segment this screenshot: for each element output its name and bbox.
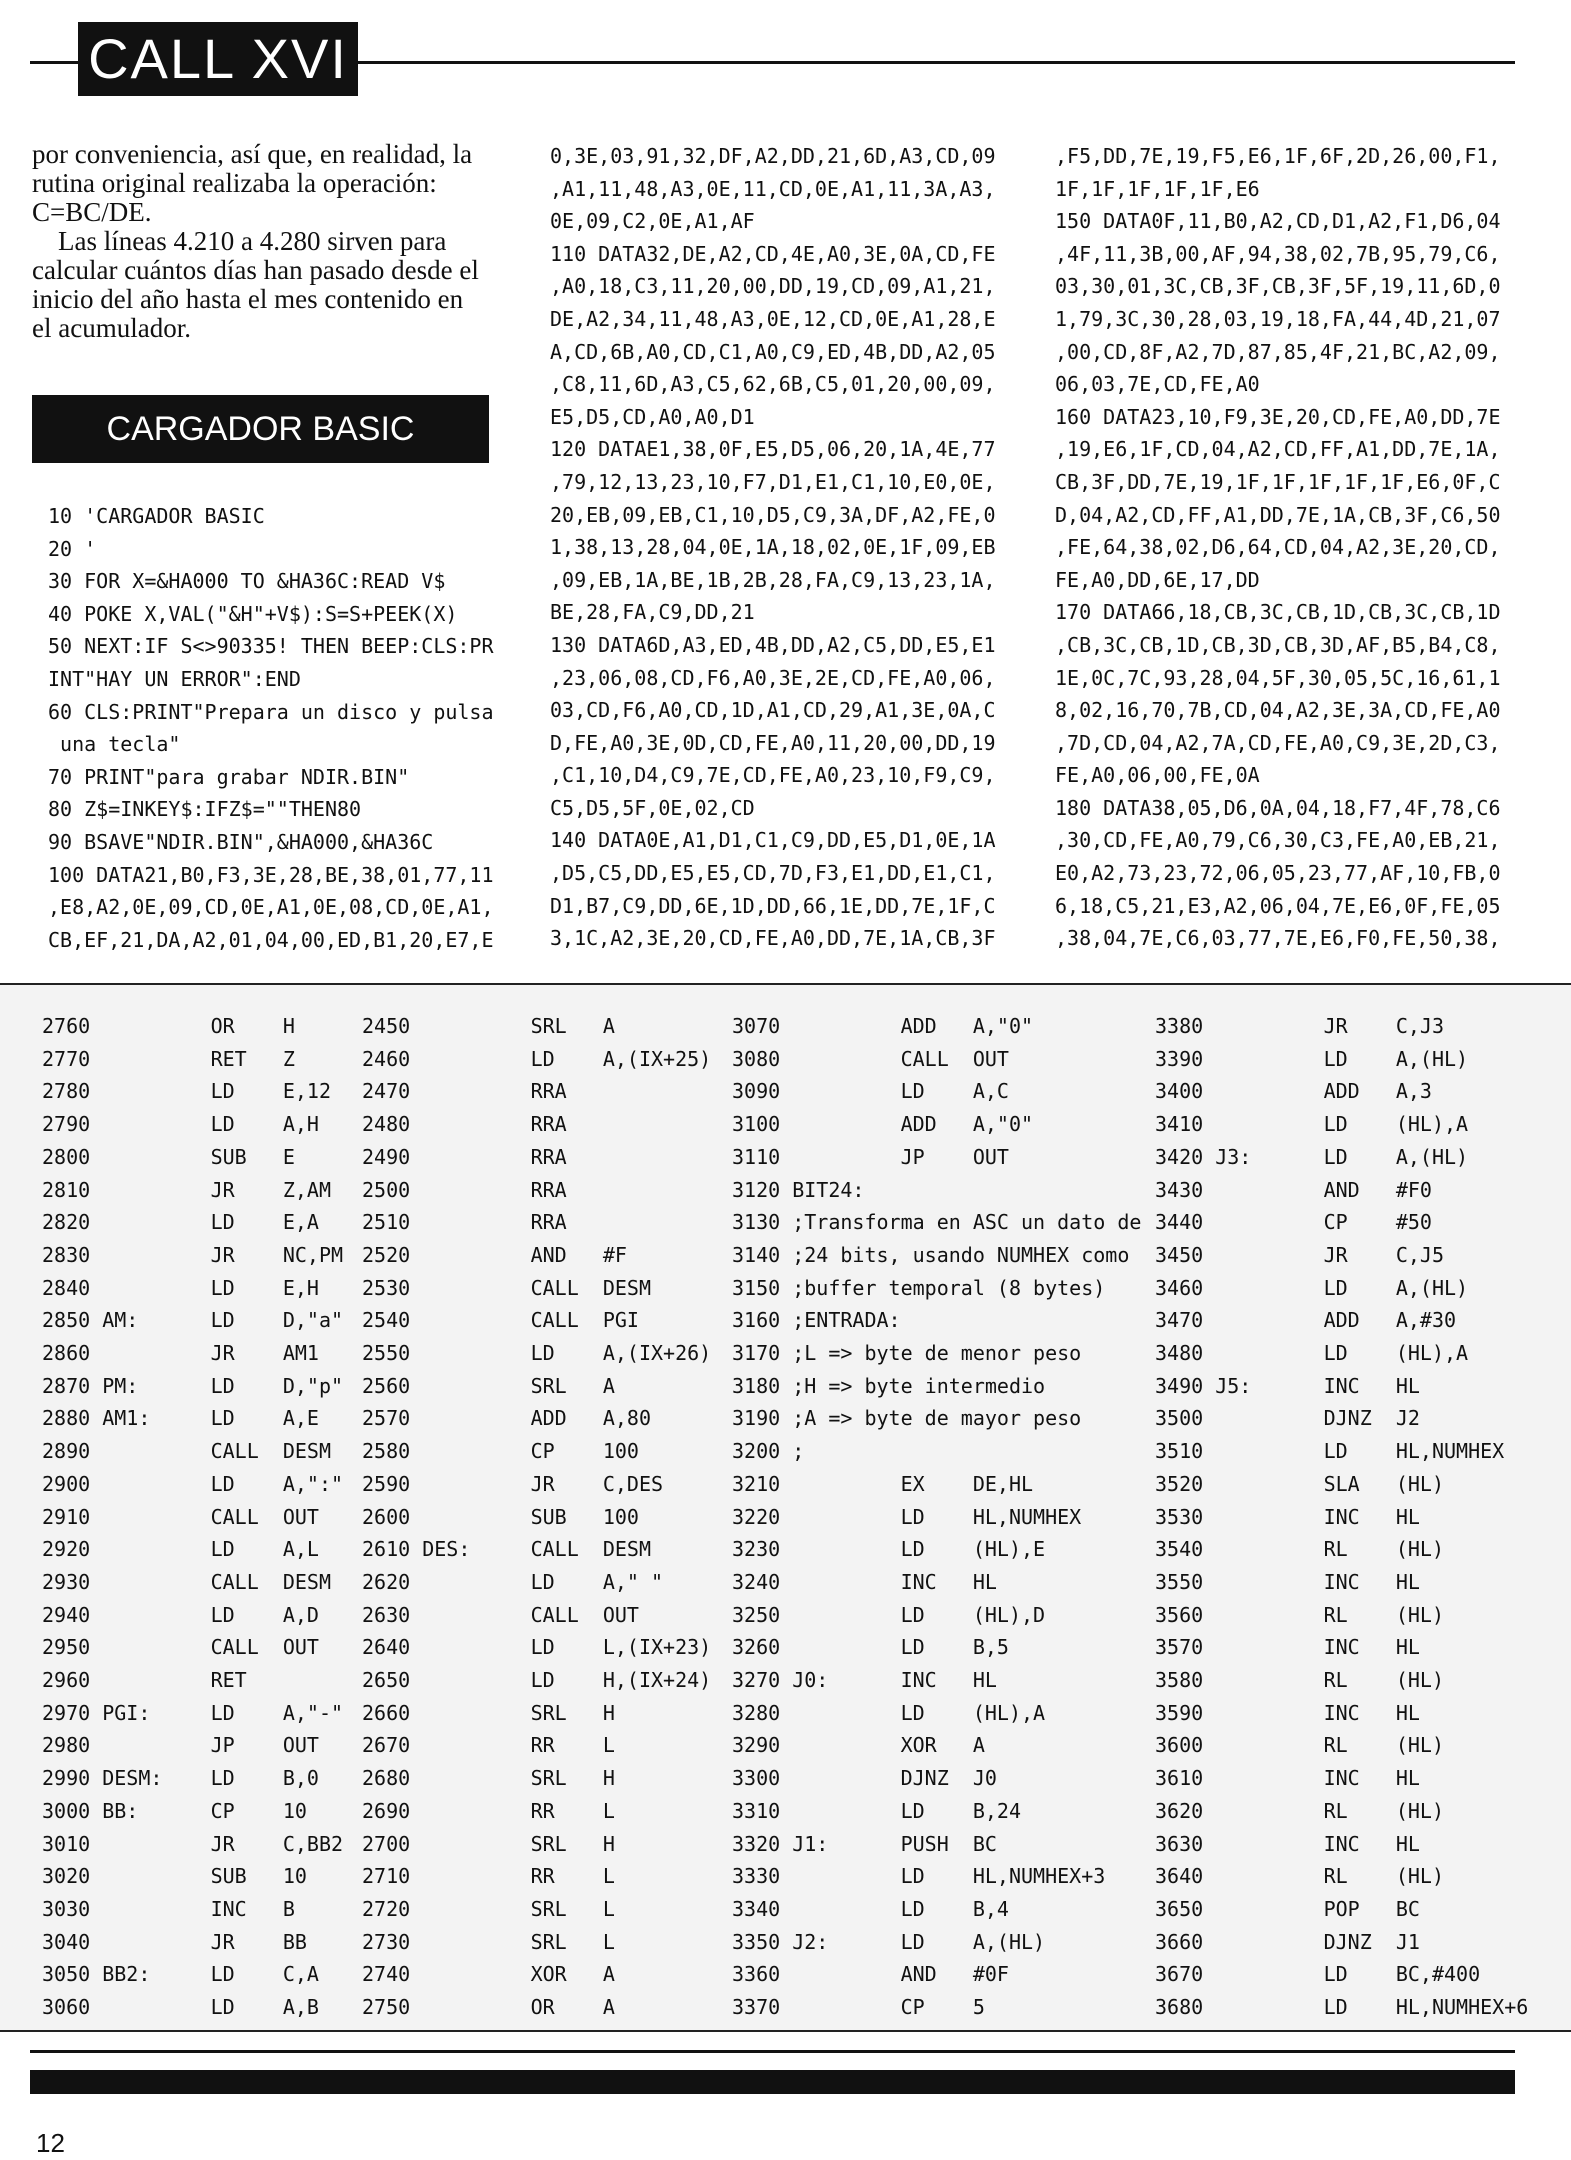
code-line: ,C1,10,D4,C9,7E,CD,FE,A0,23,10,F9,C9, <box>550 763 996 788</box>
code-line: 3480 LD (HL),A <box>1155 1341 1469 1366</box>
code-line: 3040 JR BB <box>42 1929 307 1954</box>
code-line: 3640 RL (HL) <box>1155 1864 1444 1889</box>
code-line: BE,28,FA,C9,DD,21 <box>550 600 755 625</box>
code-line: 3060 LD A,B <box>42 1995 319 2020</box>
code-line: 2710 RR L <box>362 1864 615 1889</box>
code-line: 110 DATA32,DE,A2,CD,4E,A0,3E,0A,CD,FE <box>550 241 996 266</box>
code-line: una tecla" <box>48 732 181 757</box>
code-line: 3100 ADD A,"0" <box>732 1112 1034 1137</box>
code-line: 2480 RRA <box>362 1112 567 1137</box>
code-line: 6,18,C5,21,E3,A2,06,04,7E,E6,0F,FE,05 <box>1055 893 1501 918</box>
code-line: 3670 LD BC,#400 <box>1155 1962 1481 1987</box>
code-line: 3090 LD A,C <box>732 1079 1009 1104</box>
code-line: 3160 ;ENTRADA: <box>732 1308 901 1333</box>
code-line: CB,EF,21,DA,A2,01,04,00,ED,B1,20,E7,E <box>48 927 494 952</box>
code-line: 2590 JR C,DES <box>362 1471 664 1496</box>
code-line: 2850 AM: LD D,"a" <box>42 1308 344 1333</box>
code-line: 2750 OR A <box>362 1995 615 2020</box>
code-line: 2560 SRL A <box>362 1373 615 1398</box>
code-line: 130 DATA6D,A3,ED,4B,DD,A2,C5,DD,E5,E1 <box>550 632 996 657</box>
code-line: 3400 ADD A,3 <box>1155 1079 1432 1104</box>
code-line: 140 DATA0E,A1,D1,C1,C9,DD,E5,D1,0E,1A <box>550 828 996 853</box>
code-line: 3450 JR C,J5 <box>1155 1242 1444 1267</box>
code-line: 2760 OR H <box>42 1014 295 1038</box>
code-line: ,D5,C5,DD,E5,E5,CD,7D,F3,E1,DD,E1,C1, <box>550 861 996 886</box>
code-line: A,CD,6B,A0,CD,C1,A0,C9,ED,4B,DD,A2,05 <box>550 339 996 364</box>
code-line: 3620 RL (HL) <box>1155 1798 1444 1823</box>
code-line: ,23,06,08,CD,F6,A0,3E,2E,CD,FE,A0,06, <box>550 665 996 690</box>
code-line: ,19,E6,1F,CD,04,A2,CD,FF,A1,DD,7E,1A, <box>1055 437 1501 462</box>
code-line: 2530 CALL DESM <box>362 1275 651 1300</box>
code-line: 3570 INC HL <box>1155 1635 1420 1660</box>
code-line: 2880 AM1: LD A,E <box>42 1406 319 1431</box>
code-line: 1F,1F,1F,1F,1F,E6 <box>1055 176 1260 201</box>
code-line: D,04,A2,CD,FF,A1,DD,7E,1A,CB,3F,C6,50 <box>1055 502 1501 527</box>
code-line: D1,B7,C9,DD,6E,1D,DD,66,1E,DD,7E,1F,C <box>550 893 996 918</box>
code-line: 2810 JR Z,AM <box>42 1177 331 1202</box>
code-line: 3560 RL (HL) <box>1155 1602 1444 1627</box>
code-line: ,CB,3C,CB,1D,CB,3D,CB,3D,AF,B5,B4,C8, <box>1055 632 1501 657</box>
code-line: C5,D5,5F,0E,02,CD <box>550 795 755 820</box>
code-line: 3140 ;24 bits, usando NUMHEX como <box>732 1242 1130 1267</box>
code-line: 3170 ;L => byte de menor peso <box>732 1341 1082 1366</box>
code-line: INT"HAY UN ERROR":END <box>48 666 301 691</box>
code-line: 3580 RL (HL) <box>1155 1668 1444 1693</box>
code-line: 2490 RRA <box>362 1144 567 1169</box>
page-number: 12 <box>36 2128 65 2158</box>
code-line: 1,79,3C,30,28,03,19,18,FA,44,4D,21,07 <box>1055 306 1501 331</box>
code-line: FE,A0,06,00,FE,0A <box>1055 763 1260 788</box>
code-line: 2720 SRL L <box>362 1896 615 1921</box>
code-line: 3200 ; <box>732 1439 805 1464</box>
code-line: 3380 JR C,J3 <box>1155 1014 1444 1038</box>
code-line: 2540 CALL PGI <box>362 1308 639 1333</box>
code-line: 0,3E,03,91,32,DF,A2,DD,21,6D,A3,CD,09 <box>550 144 996 168</box>
code-line: 3190 ;A => byte de mayor peso <box>732 1406 1082 1431</box>
assembly-listing-col2 <box>362 1010 711 2024</box>
code-line: 3000 BB: CP 10 <box>42 1798 307 1823</box>
code-line: ,00,CD,8F,A2,7D,87,85,4F,21,BC,A2,09, <box>1055 339 1501 364</box>
code-line: ,F5,DD,7E,19,F5,E6,1F,6F,2D,26,00,F1, <box>1055 144 1501 168</box>
code-line: 3340 LD B,4 <box>732 1896 1009 1921</box>
code-line: ,FE,64,38,02,D6,64,CD,04,A2,3E,20,CD, <box>1055 535 1501 560</box>
code-line: 2620 LD A," " <box>362 1569 664 1594</box>
code-line: 3290 XOR A <box>732 1733 985 1758</box>
code-line: 2600 SUB 100 <box>362 1504 639 1529</box>
code-line: 3520 SLA (HL) <box>1155 1471 1444 1496</box>
footer-rule-thin <box>30 2050 1515 2053</box>
code-line: 3540 RL (HL) <box>1155 1537 1444 1562</box>
code-line: 3500 DJNZ J2 <box>1155 1406 1420 1431</box>
code-line: 2840 LD E,H <box>42 1275 319 1300</box>
assembly-listing-col1 <box>42 1010 343 2024</box>
code-line: 2570 ADD A,80 <box>362 1406 651 1431</box>
code-line: 3,1C,A2,3E,20,CD,FE,A0,DD,7E,1A,CB,3F <box>550 926 996 951</box>
code-line: 2500 RRA <box>362 1177 567 1202</box>
data-listing-col3 <box>1055 140 1501 955</box>
code-line: 2690 RR L <box>362 1798 615 1823</box>
code-line: 30 FOR X=&HA000 TO &HA36C:READ V$ <box>48 569 446 594</box>
code-line: 2800 SUB E <box>42 1144 295 1169</box>
code-line: ,30,CD,FE,A0,79,C6,30,C3,FE,A0,EB,21, <box>1055 828 1501 853</box>
code-line: 120 DATAE1,38,0F,E5,D5,06,20,1A,4E,77 <box>550 437 996 462</box>
code-line: 3120 BIT24: <box>732 1177 865 1202</box>
code-line: 2510 RRA <box>362 1210 567 1235</box>
code-line: 3490 J5: INC HL <box>1155 1373 1420 1398</box>
code-line: 20,EB,09,EB,C1,10,D5,C9,3A,DF,A2,FE,0 <box>550 502 996 527</box>
code-line: 3360 AND #0F <box>732 1962 1009 1987</box>
code-line: 50 NEXT:IF S<>90335! THEN BEEP:CLS:PR <box>48 634 494 659</box>
code-line: D,FE,A0,3E,0D,CD,FE,A0,11,20,00,DD,19 <box>550 730 996 755</box>
code-line: 2670 RR L <box>362 1733 615 1758</box>
code-line: E0,A2,73,23,72,06,05,23,77,AF,10,FB,0 <box>1055 861 1501 886</box>
code-line: ,E8,A2,0E,09,CD,0E,A1,0E,08,CD,0E,A1, <box>48 895 494 920</box>
code-line: 3260 LD B,5 <box>732 1635 1009 1660</box>
code-line: ,C8,11,6D,A3,C5,62,6B,C5,01,20,00,09, <box>550 372 996 397</box>
code-line: 3310 LD B,24 <box>732 1798 1021 1823</box>
code-line: 2820 LD E,A <box>42 1210 319 1235</box>
code-line: 160 DATA23,10,F9,3E,20,CD,FE,A0,DD,7E <box>1055 404 1501 429</box>
code-line: 3550 INC HL <box>1155 1569 1420 1594</box>
assembly-listing-col4 <box>1155 1010 1528 2024</box>
code-line: 2640 LD L,(IX+23) <box>362 1635 712 1660</box>
code-line: 3460 LD A,(HL) <box>1155 1275 1469 1300</box>
intro-text <box>32 140 487 343</box>
code-line: ,79,12,13,23,10,F7,D1,E1,C1,10,E0,0E, <box>550 469 996 494</box>
code-line: ,09,EB,1A,BE,1B,2B,28,FA,C9,13,23,1A, <box>550 567 996 592</box>
code-line: 2860 JR AM1 <box>42 1341 319 1366</box>
code-line: 2790 LD A,H <box>42 1112 319 1137</box>
code-line: 20 ' <box>48 536 97 561</box>
code-line: 3050 BB2: LD C,A <box>42 1962 319 1987</box>
code-line: 2450 SRL A <box>362 1014 615 1038</box>
code-line: DE,A2,34,11,48,A3,0E,12,CD,0E,A1,28,E <box>550 306 996 331</box>
code-line: 150 DATA0F,11,B0,A2,CD,D1,A2,F1,D6,04 <box>1055 209 1501 234</box>
code-line: 3080 CALL OUT <box>732 1046 1009 1071</box>
code-line: 2830 JR NC,PM <box>42 1242 344 1267</box>
code-line: 1,38,13,28,04,0E,1A,18,02,0E,1F,09,EB <box>550 535 996 560</box>
code-line: 2660 SRL H <box>362 1700 615 1725</box>
code-line: 60 CLS:PRINT"Prepara un disco y pulsa <box>48 699 494 724</box>
code-line: 3110 JP OUT <box>732 1144 1009 1169</box>
code-line: 3650 POP BC <box>1155 1896 1420 1921</box>
code-line: 3510 LD HL,NUMHEX <box>1155 1439 1505 1464</box>
code-line: 8,02,16,70,7B,CD,04,A2,3E,3A,CD,FE,A0 <box>1055 698 1501 723</box>
code-line: 3590 INC HL <box>1155 1700 1420 1725</box>
data-listing-col2 <box>550 140 996 955</box>
code-line: 3470 ADD A,#30 <box>1155 1308 1457 1333</box>
code-line: 2970 PGI: LD A,"-" <box>42 1700 344 1725</box>
code-line: 3420 J3: LD A,(HL) <box>1155 1144 1469 1169</box>
code-line: E5,D5,CD,A0,A0,D1 <box>550 404 755 429</box>
code-line: 2730 SRL L <box>362 1929 615 1954</box>
code-line: 3530 INC HL <box>1155 1504 1420 1529</box>
code-line: 3430 AND #F0 <box>1155 1177 1432 1202</box>
code-line: 3210 EX DE,HL <box>732 1471 1034 1496</box>
code-line: 3320 J1: PUSH BC <box>732 1831 997 1856</box>
code-line: 2960 RET <box>42 1668 247 1693</box>
code-line: 2780 LD E,12 <box>42 1079 331 1104</box>
code-line: 3230 LD (HL),E <box>732 1537 1046 1562</box>
code-line: 3660 DJNZ J1 <box>1155 1929 1420 1954</box>
code-line: 3280 LD (HL),A <box>732 1700 1046 1725</box>
intro-paragraph-1: por conveniencia, así que, en realidad, la rutina original realizaba la operación: C=BC/DE. <box>32 139 473 227</box>
code-line: 180 DATA38,05,D6,0A,04,18,F7,4F,78,C6 <box>1055 795 1501 820</box>
code-line: 3010 JR C,BB2 <box>42 1831 344 1856</box>
code-line: 170 DATA66,18,CB,3C,CB,1D,CB,3C,CB,1D <box>1055 600 1501 625</box>
code-line: ,4F,11,3B,00,AF,94,38,02,7B,95,79,C6, <box>1055 241 1501 266</box>
code-line: 3180 ;H => byte intermedio <box>732 1373 1046 1398</box>
code-line: 2980 JP OUT <box>42 1733 319 1758</box>
code-line: 70 PRINT"para grabar NDIR.BIN" <box>48 764 410 789</box>
code-line: 3680 LD HL,NUMHEX+6 <box>1155 1995 1529 2020</box>
code-line: 2520 AND #F <box>362 1242 627 1267</box>
code-line: 3370 CP 5 <box>732 1995 985 2020</box>
code-line: 2990 DESM: LD B,0 <box>42 1766 319 1791</box>
code-line: 3240 INC HL <box>732 1569 997 1594</box>
code-line: 2550 LD A,(IX+26) <box>362 1341 712 1366</box>
code-line: 2870 PM: LD D,"p" <box>42 1373 344 1398</box>
code-line: 2470 RRA <box>362 1079 567 1104</box>
code-line: 2650 LD H,(IX+24) <box>362 1668 712 1693</box>
code-line: 3270 J0: INC HL <box>732 1668 997 1693</box>
code-line: 3600 RL (HL) <box>1155 1733 1444 1758</box>
code-line: 03,CD,F6,A0,CD,1D,A1,CD,29,A1,3E,0A,C <box>550 698 996 723</box>
code-line: ,A1,11,48,A3,0E,11,CD,0E,A1,11,3A,A3, <box>550 176 996 201</box>
code-line: 3330 LD HL,NUMHEX+3 <box>732 1864 1106 1889</box>
code-line: 3070 ADD A,"0" <box>732 1014 1034 1038</box>
section-title: CARGADOR BASIC <box>32 395 489 463</box>
code-line: 3350 J2: LD A,(HL) <box>732 1929 1046 1954</box>
code-line: 3410 LD (HL),A <box>1155 1112 1469 1137</box>
page-title: CALL XVI <box>78 22 358 96</box>
code-line: 2680 SRL H <box>362 1766 615 1791</box>
code-line: 2580 CP 100 <box>362 1439 639 1464</box>
basic-listing <box>48 500 494 956</box>
assembly-listing-col3 <box>732 1010 1141 2024</box>
code-line: 3630 INC HL <box>1155 1831 1420 1856</box>
code-line: 3300 DJNZ J0 <box>732 1766 997 1791</box>
code-line: FE,A0,DD,6E,17,DD <box>1055 567 1260 592</box>
code-line: 3610 INC HL <box>1155 1766 1420 1791</box>
code-line: 2700 SRL H <box>362 1831 615 1856</box>
code-line: ,7D,CD,04,A2,7A,CD,FE,A0,C9,3E,2D,C3, <box>1055 730 1501 755</box>
code-line: CB,3F,DD,7E,19,1F,1F,1F,1F,1F,E6,0F,C <box>1055 469 1501 494</box>
code-line: 3150 ;buffer temporal (8 bytes) <box>732 1275 1106 1300</box>
code-line: 2740 XOR A <box>362 1962 615 1987</box>
code-line: 3130 ;Transforma en ASC un dato de <box>732 1210 1142 1235</box>
code-line: 3390 LD A,(HL) <box>1155 1046 1469 1071</box>
code-line: ,38,04,7E,C6,03,77,7E,E6,F0,FE,50,38, <box>1055 926 1501 951</box>
footer-rule-thick <box>30 2070 1515 2094</box>
code-line: 2950 CALL OUT <box>42 1635 319 1660</box>
code-line: 10 'CARGADOR BASIC <box>48 504 265 528</box>
code-line: 2460 LD A,(IX+25) <box>362 1046 712 1071</box>
code-line: 90 BSAVE"NDIR.BIN",&HA000,&HA36C <box>48 829 434 854</box>
code-line: 3440 CP #50 <box>1155 1210 1432 1235</box>
code-line: 40 POKE X,VAL("&H"+V$):S=S+PEEK(X) <box>48 601 458 626</box>
code-line: 2940 LD A,D <box>42 1602 319 1627</box>
code-line: 2890 CALL DESM <box>42 1439 331 1464</box>
intro-paragraph-2: Las líneas 4.210 a 4.280 sirven para calcular cuántos días han pasado desde el inicio del año hasta el mes contenido en el acumulador. <box>32 226 479 343</box>
code-line: 3020 SUB 10 <box>42 1864 307 1889</box>
code-line: 03,30,01,3C,CB,3F,CB,3F,5F,19,11,6D,0 <box>1055 274 1501 299</box>
code-line: 3250 LD (HL),D <box>732 1602 1046 1627</box>
code-line: 1E,0C,7C,93,28,04,5F,30,05,5C,16,61,1 <box>1055 665 1501 690</box>
code-line: 80 Z$=INKEY$:IFZ$=""THEN80 <box>48 797 362 822</box>
code-line: 100 DATA21,B0,F3,3E,28,BE,38,01,77,11 <box>48 862 494 887</box>
code-line: 0E,09,C2,0E,A1,AF <box>550 209 755 234</box>
code-line: 2920 LD A,L <box>42 1537 319 1562</box>
code-line: 06,03,7E,CD,FE,A0 <box>1055 372 1260 397</box>
code-line: 2610 DES: CALL DESM <box>362 1537 651 1562</box>
code-line: 2900 LD A,":" <box>42 1471 344 1496</box>
code-line: 2770 RET Z <box>42 1046 295 1071</box>
code-line: 2930 CALL DESM <box>42 1569 331 1594</box>
code-line: ,A0,18,C3,11,20,00,DD,19,CD,09,A1,21, <box>550 274 996 299</box>
code-line: 3030 INC B <box>42 1896 295 1921</box>
code-line: 2630 CALL OUT <box>362 1602 639 1627</box>
code-line: 2910 CALL OUT <box>42 1504 319 1529</box>
code-line: 3220 LD HL,NUMHEX <box>732 1504 1082 1529</box>
